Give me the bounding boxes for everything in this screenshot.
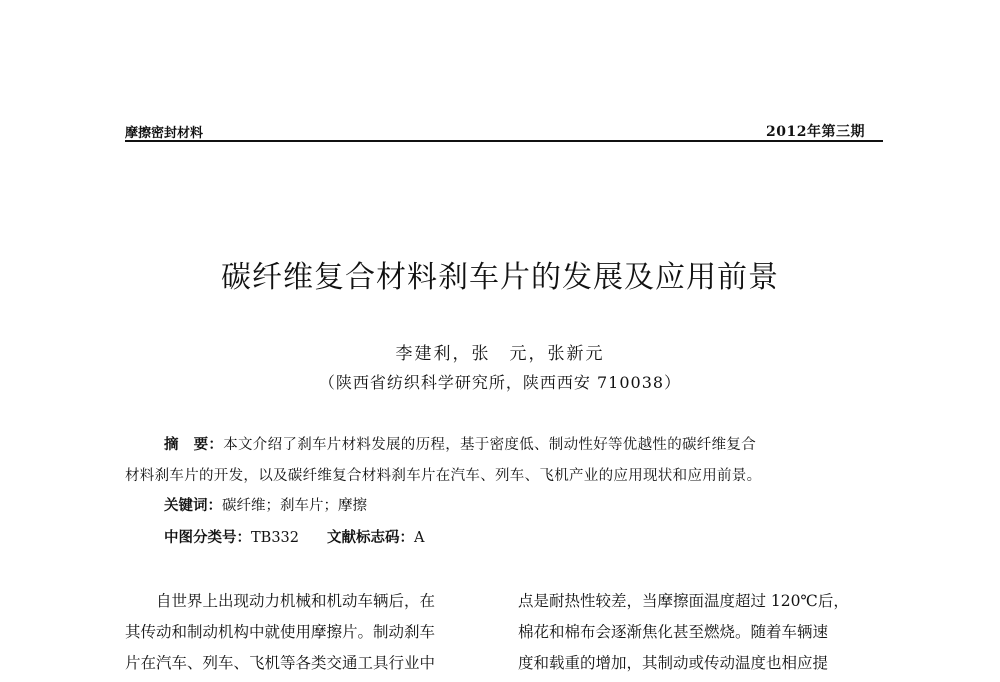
clc-label: 中图分类号： — [164, 530, 251, 546]
keywords-text: 碳纤维；刹车片；摩擦 — [222, 498, 367, 514]
header-rule — [125, 140, 883, 142]
abstract-line-1 — [164, 433, 756, 454]
affiliation: （陕西省纺织科学研究所，陕西西安 710038） — [318, 373, 682, 392]
body-column-right — [518, 586, 883, 679]
body-line: 其传动和制动机构中就使用摩擦片。制动刹车 — [125, 623, 436, 641]
body-line: 片在汽车、列车、飞机等各类交通工具行业中 — [125, 654, 436, 672]
body-line: 自世界上出现动力机械和机动车辆后，在 — [125, 592, 436, 610]
running-header-issue: 2012年第三期 — [766, 124, 865, 140]
classification — [164, 526, 425, 547]
paper-title: 碳纤维复合材料刹车片的发展及应用前景 — [221, 260, 779, 295]
body-line: 棉花和棉布会逐渐焦化甚至燃烧。随着车辆速 — [518, 623, 829, 641]
doc-code-label: 文献标志码： — [327, 530, 415, 546]
body-line: 度和载重的增加，其制动或传动温度也相应提 — [518, 654, 829, 672]
keywords — [164, 494, 367, 515]
abstract-label: 摘 要： — [164, 437, 224, 453]
abstract-line-2: 材料刹车片的开发，以及碳纤维复合材料刹车片在汽车、列车、飞机产业的应用现状和应用前景。 — [125, 468, 762, 484]
author-list: 李建利，张 元，张新元 — [395, 344, 605, 364]
abstract-text-1: 本文介绍了刹车片材料发展的历程，基于密度低、制动性好等优越性的碳纤维复合 — [223, 437, 756, 453]
body-column-left — [125, 586, 490, 679]
running-header-journal: 摩擦密封材料 — [125, 126, 204, 141]
body-line: 点是耐热性较差，当摩擦面温度超过 120℃后， — [518, 592, 849, 610]
clc-value: TB332 — [251, 530, 300, 546]
doc-code-value: A — [414, 530, 425, 546]
keywords-label: 关键词： — [164, 498, 222, 514]
